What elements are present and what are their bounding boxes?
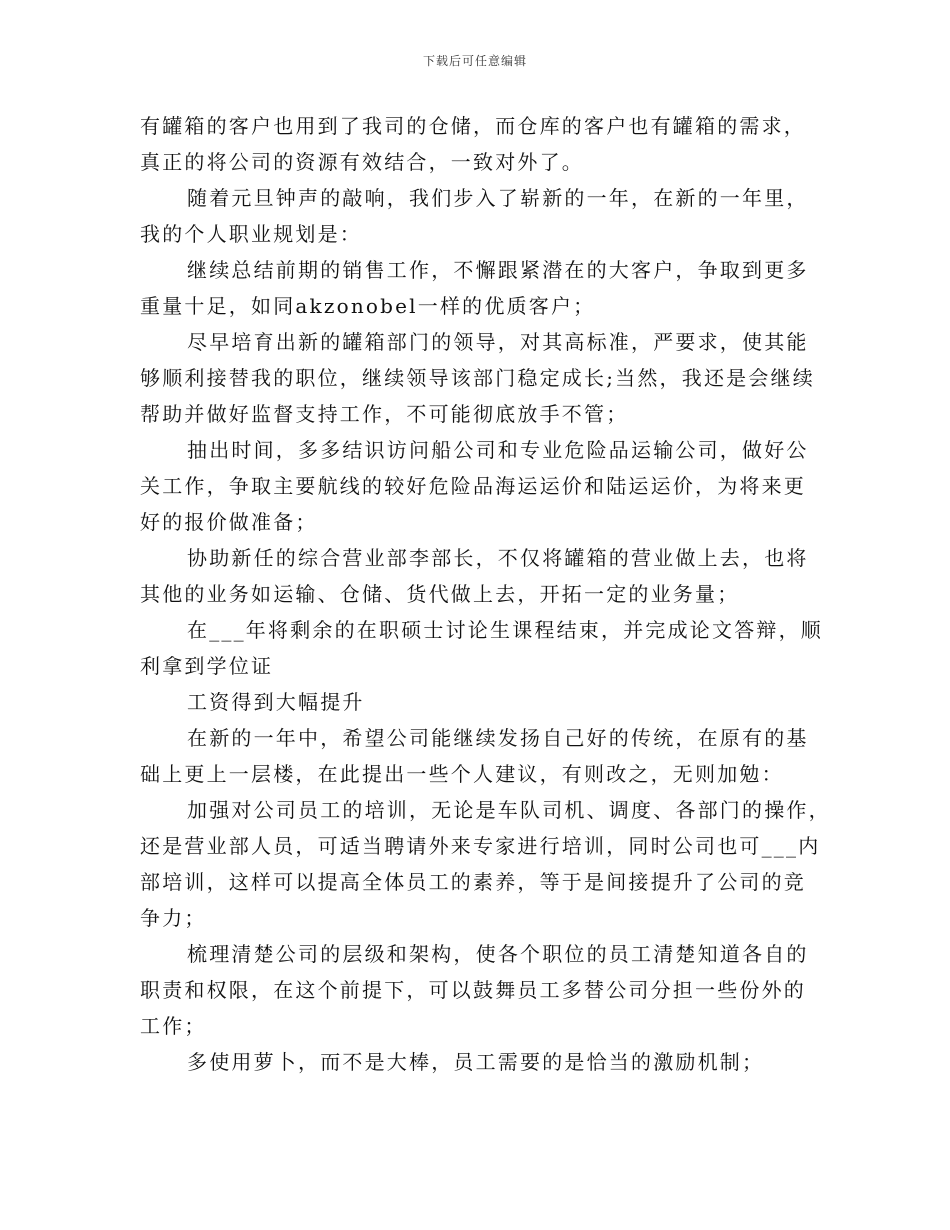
text-line: 利拿到学位证	[140, 654, 274, 678]
text-line: 好的报价做准备；	[140, 510, 318, 534]
text-line: 还是营业部人员，可适当聘请外来专家进行培训，同时公司也可___内	[140, 834, 821, 858]
text-line: 在___年将剩余的在职硕士讨论生课程结束，并完成论文答辩，顺	[187, 618, 823, 642]
text-line: 梳理清楚公司的层级和架构，使各个职位的员工清楚知道各自的	[187, 942, 809, 966]
text-line: 尽早培育出新的罐箱部门的领导，对其高标准，严要求，使其能	[187, 330, 809, 354]
text-line: 在新的一年中，希望公司能继续发扬自己好的传统，在原有的基	[187, 726, 809, 750]
text-line: 争力；	[140, 906, 207, 930]
text-line: 部培训，这样可以提高全体员工的素养，等于是间接提升了公司的竞	[140, 870, 806, 894]
text-line: 重量十足，如同akzonobel一样的优质客户；	[140, 294, 596, 318]
text-line: 其他的业务如运输、仓储、货代做上去，开拓一定的业务量；	[140, 582, 740, 606]
text-line: 工资得到大幅提升	[187, 690, 365, 714]
text-line: 础上更上一层楼，在此提出一些个人建议，有则改之，无则加勉：	[140, 762, 784, 786]
text-line: 抽出时间，多多结识访问船公司和专业危险品运输公司，做好公	[187, 438, 809, 462]
text-line: 协助新任的综合营业部李部长，不仅将罐箱的营业做上去，也将	[187, 546, 809, 570]
document-body	[140, 108, 831, 1080]
text-line: 帮助并做好监督支持工作，不可能彻底放手不管；	[140, 402, 629, 426]
text-line: 多使用萝卜，而不是大棒，员工需要的是恰当的激励机制；	[187, 1050, 765, 1074]
text-line: 职责和权限，在这个前提下，可以鼓舞员工多替公司分担一些份外的	[140, 978, 806, 1002]
text-line: 真正的将公司的资源有效结合，一致对外了。	[140, 150, 584, 174]
text-line: 我的个人职业规划是：	[140, 222, 362, 246]
text-line: 继续总结前期的销售工作，不懈跟紧潜在的大客户，争取到更多	[187, 258, 809, 282]
text-line: 工作；	[140, 1014, 207, 1038]
text-line: 加强对公司员工的培训，无论是车队司机、调度、各部门的操作，	[187, 798, 831, 822]
text-line: 有罐箱的客户也用到了我司的仓储，而仓库的客户也有罐箱的需求，	[140, 114, 806, 138]
text-line: 随着元旦钟声的敲响，我们步入了崭新的一年，在新的一年里，	[187, 186, 809, 210]
page-header: 下载后可任意编辑	[422, 54, 527, 68]
text-line: 关工作，争取主要航线的较好危险品海运运价和陆运运价，为将来更	[140, 474, 806, 498]
text-line: 够顺利接替我的职位，继续领导该部门稳定成长;当然，我还是会继续	[140, 366, 815, 390]
